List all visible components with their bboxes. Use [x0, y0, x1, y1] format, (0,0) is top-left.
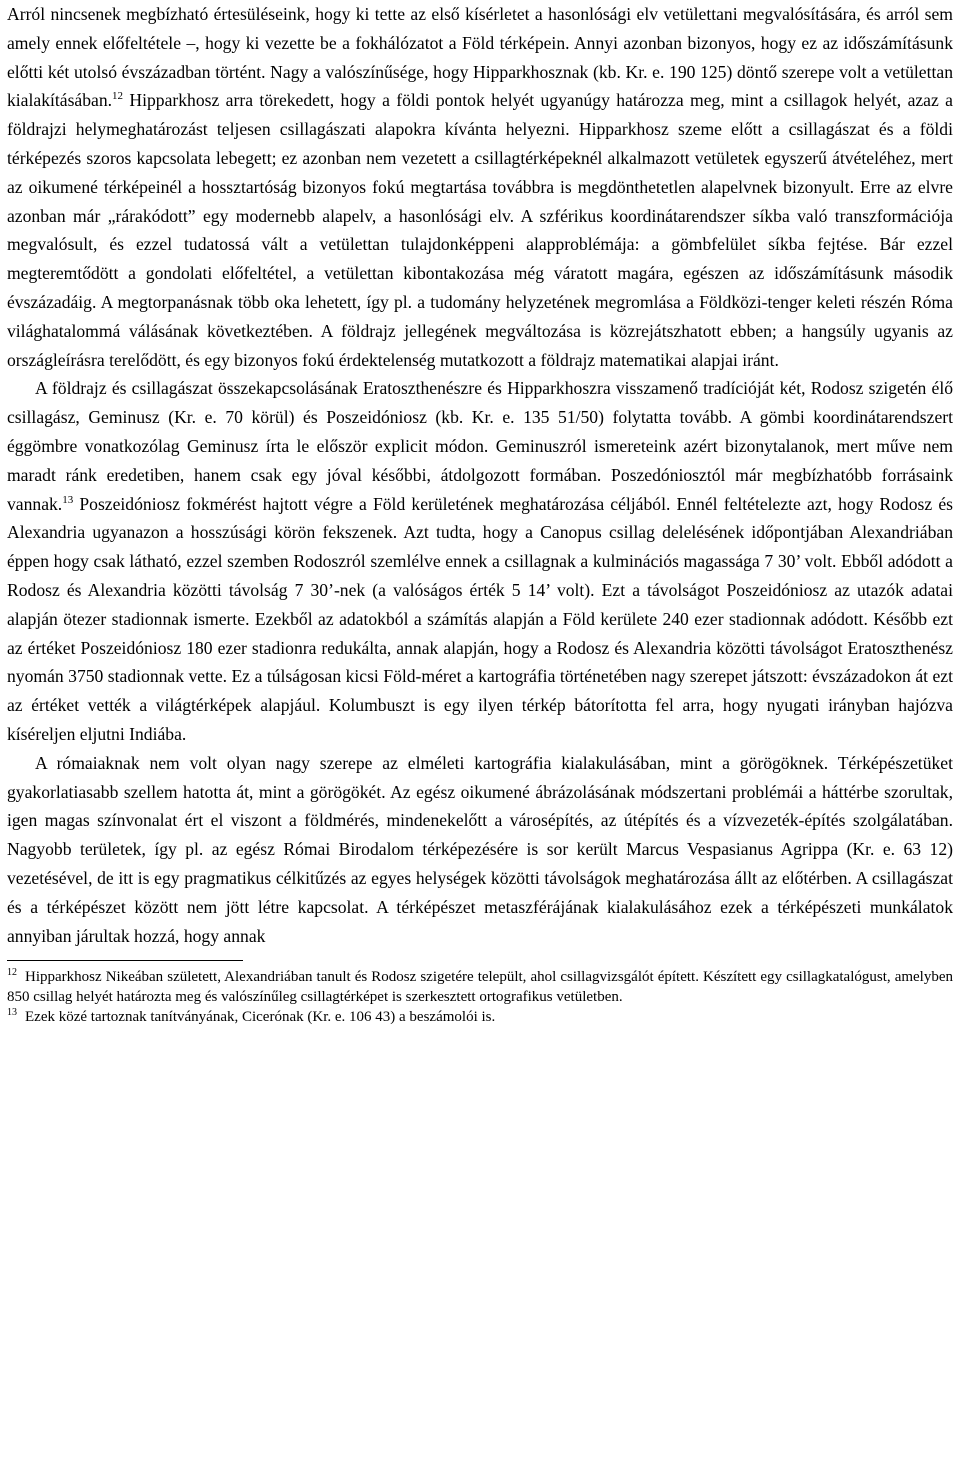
paragraph-1 — [7, 0, 953, 374]
footnote-12 — [7, 967, 953, 1007]
footnote-text: Ezek közé tartoznak tanítványának, Cicerónak (Kr. e. 106 43) a beszámolói is. — [25, 1009, 496, 1026]
footnote-ref-13[interactable]: 13 — [62, 493, 74, 506]
paragraph-1-text-b: Hipparkhosz arra törekedett, hogy a földi pontok helyét ugyanúgy határozza meg, mint a csillagok helyét, azaz a földrajzi helymeghatározást teljesen csillagászati alapokra kívánta helyezni. Hipparkhosz szeme előtt a csillagászat és a földi térképezés szoros kapcsolata lebegett; ez azonban nem vezetett a csillagtérképeknél alkalmazott vetületek egyszerű átvételéhez, mert az oikumené térképeinél a hossztartóság bizonyos fokú megtartása továbbra is megdönthetetlen alapelvnek bizonyult. Erre az elvre azonban már „rárakódott” egy modernebb alapelv, a hasonlósági elv. A szférikus koordinátarendszer síkba való transzformációja megvalósult, és ezzel tudatossá vált a vetülettan tulajdonképpeni alapproblémája: a gömbfelület síkba fejtése. Bár ezzel megteremtődött a gondolati előfeltétel, a vetülettan kibontakozása még váratott magára, egészen az időszámításunk második évszázadáig. A megtorpanásnak több oka lehetett, így pl. a tudomány helyzetének megromlása a Földközi-tenger keleti részén Róma világhatalommá válásának következtében. A földrajz jellegének megváltozása is közrejátszhatott ebben; a hangsúly ugyanis az országleírásra terelődött, és egy bizonyos fokú érdektelenség mutatkozott a földrajz matematikai alapjai iránt. — [7, 90, 953, 370]
paragraph-2-text-b: Poszeidóniosz fokmérést hajtott végre a Föld kerületének meghatározása céljából. Ennél feltételezte azt, hogy Rodosz és Alexandria ugyanazon a hosszúsági körön fekszenek. Azt tudta, hogy a Canopus csillag delelésének időpontjában Alexandriában éppen hogy csak látható, ezzel szemben Rodoszról szemlélve ennek a csillagnak a kulminációs magassága 7 30’ volt. Ebből adódott a Rodosz és Alexandria közötti távolság 7 30’-nek (a valóságos érték 5 14’ volt). Ezt a távolságot Poszeidóniosz az utazók adatai alapján ötezer stadionnak ismerte. Ezekből az adatokból a számítás alapján a Föld kerülete 240 ezer stadionnak adódott. Később ezt az értéket Poszeidóniosz 180 ezer stadionra redukálta, annak alapján, hogy a Rodosz és Alexandria közötti távolságot Eratoszthenész nyomán 3750 stadionnak vette. Ez a túlságosan kicsi Föld-méret a kartográfia történetében nagy szerepet játszott: évszázadokon át ezt az értéket vették a világtérképek alapjául. Kolumbuszt is egy ilyen térkép bátorította fel arra, hogy nyugati irányban hajózva kíséreljen eljutni Indiába. — [7, 493, 953, 744]
footnote-separator — [7, 960, 243, 961]
footnotes — [7, 967, 953, 1027]
footnote-number: 12 — [7, 967, 17, 979]
paragraph-1-text-a: Arról nincsenek megbízható értesüléseink, hogy ki tette az első kísérletet a hasonlósági elv vetülettani megvalósítására, és arról sem amely ennek előfeltétele –, hogy ki vezette be a fokhálózatot a Föld térképein. Annyi azonban bizonyos, hogy ez az időszámításunk előtti két utolsó évszázadban történt. Nagy a valószínűsége, hogy Hipparkhosznak (kb. Kr. e. 190 125) döntő szerepe volt a vetülettan kialakításában. — [7, 4, 953, 111]
footnote-13 — [7, 1007, 953, 1027]
paragraph-3 — [7, 749, 953, 951]
footnote-text: Hipparkhosz Nikeában született, Alexandriában tanult és Rodosz szigetére települt, ahol csillagvizsgálót épített. Készített egy csillagkatalógust, amelyben 850 csillag helyét határozta meg és valószínűleg csillagtérképet is szerkesztett ortografikus vetületben. — [7, 969, 953, 1006]
body-text — [7, 0, 953, 950]
paragraph-2-text-a: A földrajz és csillagászat összekapcsolásának Eratoszthenészre és Hipparkhoszra visszamenő tradícióját két, Rodosz szigetén élő csillagász, Geminusz (Kr. e. 70 körül) és Poszeidóniosz (kb. Kr. e. 135 51/50) folytatta tovább. A gömbi koordinátarendszert éggömbre vonatkozólag Geminusz írta le először explicit módon. Geminuszról ismereteink azért bizonytalanok, mert műve nem maradt ránk eredetiben, hanem csak egy jóval későbbi, átdolgozott formában. Poszedóniosztól már megbízhatóbb forrásaink vannak. — [7, 378, 953, 514]
footnote-number: 13 — [7, 1007, 17, 1019]
paragraph-2 — [7, 374, 953, 748]
footnote-ref-12[interactable]: 12 — [112, 90, 124, 103]
paragraph-3-text: A rómaiaknak nem volt olyan nagy szerepe az elméleti kartográfia kialakulásában, mint a görögöknek. Térképészetüket gyakorlatiasabb szellem hatotta át, mint a görögökét. Az egész oikumené ábrázolásának módszertani problémái a háttérbe szorultak, igen magas színvonalat ért el viszont a földmérés, mindenekelőtt a városépítés, az útépítés és a vízvezeték-építés szolgálatában. Nagyobb területek, így pl. az egész Római Birodalom térképezésére is sor került Marcus Vespasianus Agrippa (Kr. e. 63 12) vezetésével, de itt is egy pragmatikus célkitűzés az egyes helységek közötti távolságok meghatározása állt az előtérben. A csillagászat és a térképészet között nem jött létre kapcsolat. A térképészet metaszférájának kialakulásához ezek a térképészeti munkálatok annyiban járultak hozzá, hogy annak — [7, 752, 953, 946]
